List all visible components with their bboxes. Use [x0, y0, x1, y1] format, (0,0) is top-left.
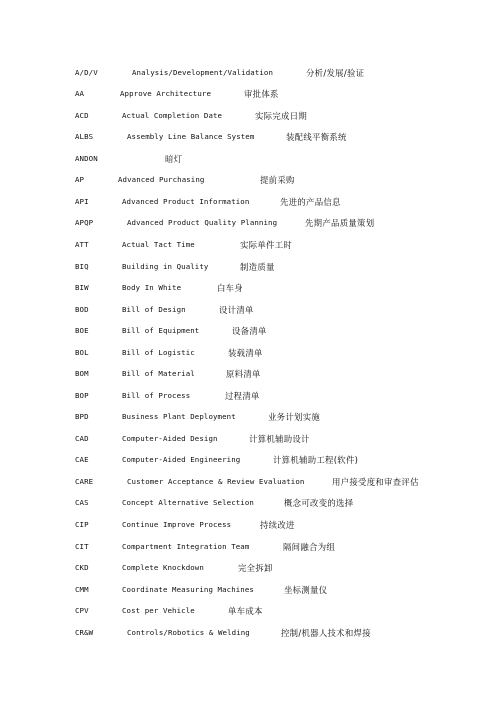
english-term: Approve Architecture	[120, 89, 211, 98]
english-term: Compartment Integration Team	[122, 542, 250, 551]
english-term: Controls/Robotics & Welding	[127, 628, 250, 637]
english-term: Customer Acceptance & Review Evaluation	[127, 477, 305, 486]
english-term: Cost per Vehicle	[122, 606, 195, 615]
english-term: Body In White	[122, 283, 182, 292]
abbreviation: BOD	[75, 305, 89, 314]
chinese-term: 设备清单	[232, 326, 267, 336]
english-term: Concept Alternative Selection	[122, 498, 254, 507]
chinese-term: 坐标测量仪	[284, 585, 328, 595]
chinese-term: 暗灯	[165, 154, 183, 164]
chinese-term: 提前采购	[260, 175, 295, 185]
abbreviation: BPD	[75, 412, 89, 421]
abbreviation: BOM	[75, 369, 89, 378]
english-term: Building in Quality	[122, 262, 209, 271]
abbreviation: ANDON	[75, 154, 98, 163]
abbreviation: BIW	[75, 283, 89, 292]
english-term: Bill of Logistic	[122, 348, 195, 357]
chinese-term: 完全拆卸	[238, 563, 273, 573]
abbreviation: ATT	[75, 240, 89, 249]
english-term: Coordinate Measuring Machines	[122, 585, 254, 594]
chinese-term: 单车成本	[228, 606, 263, 616]
chinese-term: 审批体系	[244, 89, 279, 99]
abbreviation: A/D/V	[75, 68, 98, 77]
chinese-term: 过程清单	[225, 391, 260, 401]
abbreviation: CIT	[75, 542, 89, 551]
abbreviation: BIQ	[75, 262, 89, 271]
abbreviation: ALBS	[75, 132, 94, 141]
abbreviation: ACD	[75, 111, 89, 120]
abbreviation: AP	[75, 175, 85, 184]
chinese-term: 持续改进	[260, 520, 295, 530]
chinese-term: 白车身	[217, 283, 244, 293]
chinese-term: 计算机辅助设计	[249, 434, 310, 444]
english-term: Advanced Purchasing	[118, 175, 205, 184]
english-term: Bill of Material	[122, 369, 195, 378]
chinese-term: 制造质量	[240, 262, 275, 272]
chinese-term: 隔间融合为组	[283, 542, 336, 552]
abbreviation: CAD	[75, 434, 89, 443]
english-term: Advanced Product Information	[122, 197, 250, 206]
abbreviation: CAE	[75, 455, 89, 464]
english-term: Assembly Line Balance System	[127, 132, 255, 141]
abbreviation: API	[75, 197, 89, 206]
chinese-term: 计算机辅助工程(软件)	[273, 455, 359, 465]
abbreviation: CIP	[75, 520, 89, 529]
chinese-term: 先期产品质量策划	[305, 218, 375, 228]
abbreviation: CMM	[75, 585, 89, 594]
english-term: Business Plant Deployment	[122, 412, 236, 421]
english-term: Computer-Aided Engineering	[122, 455, 241, 464]
abbreviation: APQP	[75, 218, 94, 227]
chinese-term: 概念可改变的选择	[284, 498, 354, 508]
chinese-term: 控制/机器人技术和焊接	[281, 628, 371, 638]
abbreviation: CARE	[75, 477, 94, 486]
abbreviation: CR&W	[75, 628, 94, 637]
chinese-term: 用户接受度和审查评估	[332, 477, 419, 487]
chinese-term: 先进的产品信息	[280, 197, 341, 207]
abbreviation: CPV	[75, 606, 89, 615]
english-term: Continue Improve Process	[122, 520, 232, 529]
chinese-term: 实际单件工时	[240, 240, 293, 250]
abbreviation: CKD	[75, 563, 89, 572]
chinese-term: 实际完成日期	[255, 111, 308, 121]
chinese-term: 原料清单	[226, 369, 261, 379]
english-term: Computer-Aided Design	[122, 434, 218, 443]
chinese-term: 装配线平衡系统	[286, 132, 347, 142]
abbreviation: CAS	[75, 498, 89, 507]
english-term: Actual Completion Date	[122, 111, 223, 120]
chinese-term: 分析/发展/验证	[306, 68, 365, 78]
abbreviation: BOL	[75, 348, 89, 357]
english-term: Advanced Product Quality Planning	[127, 218, 278, 227]
english-term: Analysis/Development/Validation	[132, 68, 274, 77]
english-term: Bill of Process	[122, 391, 191, 400]
chinese-term: 装载清单	[228, 348, 263, 358]
english-term: Bill of Equipment	[122, 326, 200, 335]
english-term: Complete Knockdown	[122, 563, 204, 572]
abbreviation: BOP	[75, 391, 89, 400]
chinese-term: 设计清单	[219, 305, 254, 315]
abbreviation: AA	[75, 89, 85, 98]
abbreviation: BOE	[75, 326, 89, 335]
english-term: Bill of Design	[122, 305, 186, 314]
english-term: Actual Tact Time	[122, 240, 195, 249]
chinese-term: 业务计划实施	[268, 412, 321, 422]
